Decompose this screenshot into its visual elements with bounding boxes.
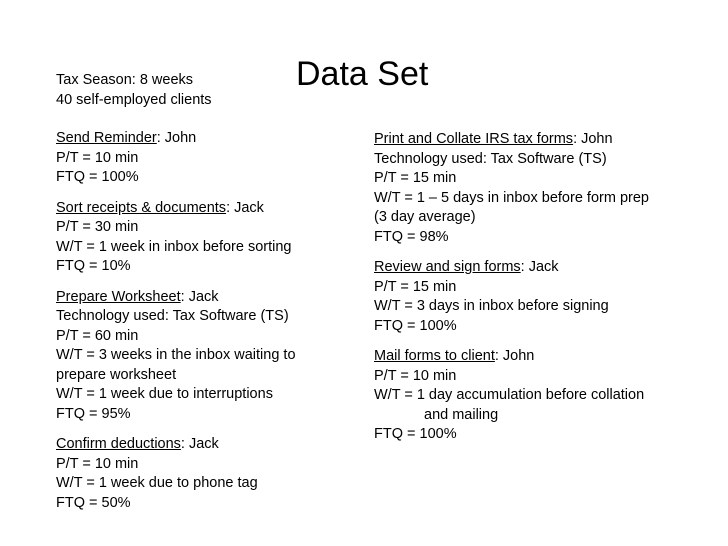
task-detail: and mailing	[424, 406, 499, 423]
intro-season: Tax Season: 8 weeks	[56, 72, 194, 88]
task-detail: W/T = 1 week due to interruptions	[56, 386, 273, 402]
task-detail: (3 day average)	[374, 209, 476, 225]
task-detail: Technology used: Tax Software (TS)	[374, 150, 607, 167]
task-detail: FTQ = 10%	[56, 258, 131, 274]
task-detail: FTQ = 95%	[56, 405, 131, 422]
task-detail: P/T = 10 min	[374, 367, 457, 384]
task-send-reminder	[56, 129, 346, 188]
task-detail: FTQ = 100%	[374, 317, 457, 334]
task-detail: W/T = 1 day accumulation before collation	[374, 387, 645, 403]
task-name: Print and Collate IRS tax forms	[374, 131, 574, 147]
task-header	[374, 130, 714, 150]
task-detail: Technology used: Tax Software (TS)	[56, 308, 289, 324]
task-header	[56, 435, 346, 455]
task-detail: FTQ = 50%	[56, 494, 131, 511]
task-name: Prepare Worksheet	[56, 288, 181, 305]
task-person: : Jack	[520, 259, 559, 275]
right-column	[374, 130, 714, 456]
task-person: : Jack	[226, 199, 264, 216]
task-detail: P/T = 15 min	[374, 170, 457, 186]
task-detail: P/T = 15 min	[374, 278, 457, 295]
task-header	[56, 288, 346, 308]
task-detail: FTQ = 98%	[374, 228, 449, 245]
task-person: : Jack	[180, 436, 219, 452]
task-prepare-worksheet	[56, 288, 346, 425]
task-print-collate	[374, 130, 714, 247]
task-header	[374, 258, 714, 278]
task-header	[56, 129, 346, 149]
task-name: Send Reminder	[56, 130, 157, 146]
intro-block	[56, 71, 212, 110]
intro-clients: 40 self-employed clients	[56, 91, 212, 108]
task-confirm-deductions	[56, 435, 346, 513]
task-detail: P/T = 10 min	[56, 455, 139, 472]
task-detail: W/T = 1 week due to phone tag	[56, 475, 258, 491]
slide-title: Data Set	[296, 55, 429, 93]
task-detail: W/T = 3 weeks in the inbox waiting to	[56, 347, 296, 363]
task-sort-receipts	[56, 199, 346, 277]
task-detail: W/T = 1 – 5 days in inbox before form prep	[374, 189, 649, 206]
task-review-sign	[374, 258, 714, 336]
task-detail: P/T = 10 min	[56, 149, 139, 166]
task-name: Sort receipts & documents	[56, 199, 227, 216]
task-detail: W/T = 1 week in inbox before sorting	[56, 238, 292, 255]
task-detail: FTQ = 100%	[56, 169, 139, 185]
task-person: : John	[494, 348, 535, 364]
task-header	[374, 347, 714, 367]
left-column	[56, 129, 346, 524]
task-detail: FTQ = 100%	[374, 426, 457, 442]
task-name: Review and sign forms	[374, 259, 521, 275]
task-detail: P/T = 60 min	[56, 327, 139, 344]
task-name: Mail forms to client	[374, 348, 495, 364]
task-person: : John	[573, 131, 613, 147]
task-detail: W/T = 3 days in inbox before signing	[374, 298, 609, 314]
task-name: Confirm deductions	[56, 436, 181, 452]
task-detail: P/T = 30 min	[56, 219, 139, 235]
task-detail: prepare worksheet	[56, 366, 177, 383]
task-person: : Jack	[180, 288, 219, 305]
task-header	[56, 199, 346, 219]
task-person: : John	[156, 130, 197, 146]
task-mail-forms	[374, 347, 714, 445]
